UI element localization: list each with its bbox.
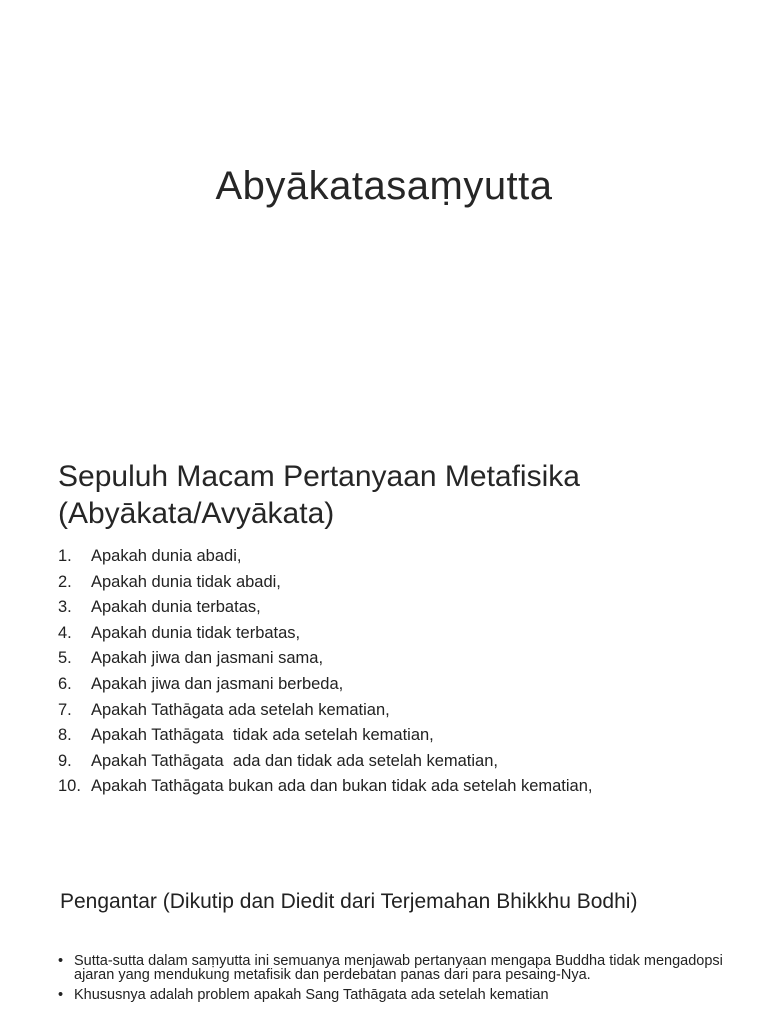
list-item-text: Apakah dunia terbatas,	[91, 598, 261, 617]
list-item-text: Apakah jiwa dan jasmani berbeda,	[91, 674, 344, 693]
list-item	[58, 988, 748, 1002]
list-item	[58, 544, 758, 570]
list-item	[58, 954, 748, 982]
slide-title: Abyākatasaṃyutta	[215, 164, 553, 208]
bullet-text: Sutta-sutta dalam saṃyutta ini semuanya menjawab pertanyaan mengapa Buddha tidak mengadopsi ajaran yang mendukung metafisik dan perdebatan panas dari para pesaing-Nya.	[74, 953, 723, 983]
list-item-number: 7.	[58, 700, 72, 719]
list-item-number: 5.	[58, 649, 72, 668]
list-item	[58, 570, 758, 596]
list-item	[58, 672, 758, 698]
list-item	[58, 595, 758, 621]
bullet-icon: •	[58, 953, 64, 969]
list-item-number: 2.	[58, 572, 72, 591]
list-item-number: 1.	[58, 547, 72, 565]
list-item	[58, 723, 758, 749]
list-item-number: 3.	[58, 598, 72, 617]
bullet-text: Khususnya adalah problem apakah Sang Tathāgata ada setelah kematian	[74, 987, 549, 1003]
list-item	[58, 646, 758, 672]
list-item-number: 6.	[58, 674, 72, 693]
list-item-text: Apakah Tathāgata ada dan tidak ada setelah kematian,	[91, 751, 498, 770]
list-item-number: 10.	[58, 777, 81, 796]
list-item	[58, 749, 758, 775]
list-item-text: Apakah Tathāgata ada setelah kematian,	[91, 700, 390, 719]
list-item-text: Apakah dunia tidak terbatas,	[91, 623, 301, 642]
list-item-text: Apakah dunia tidak abadi,	[91, 572, 281, 591]
list-item-number: 9.	[58, 751, 72, 770]
question-list	[58, 544, 758, 800]
section-heading	[58, 458, 718, 532]
bullet-icon: •	[58, 987, 64, 1003]
list-item-text: Apakah dunia abadi,	[91, 547, 242, 565]
intro-heading: Pengantar (Dikutip dan Diedit dari Terjemahan Bhikkhu Bodhi)	[60, 890, 638, 913]
list-item-text: Apakah Tathāgata bukan ada dan bukan tidak ada setelah kematian,	[91, 777, 593, 796]
list-item-text: Apakah Tathāgata tidak ada setelah kematian,	[91, 726, 434, 745]
list-item	[58, 698, 758, 724]
section-heading-line1: Sepuluh Macam Pertanyaan Metafisika	[58, 460, 580, 493]
list-item	[58, 774, 758, 800]
list-item-number: 4.	[58, 623, 72, 642]
section-heading-line2: (Abyākata/Avyākata)	[58, 497, 335, 530]
intro-bullet-list	[58, 954, 748, 1008]
list-item-text: Apakah jiwa dan jasmani sama,	[91, 649, 324, 668]
list-item	[58, 621, 758, 647]
list-item-number: 8.	[58, 726, 72, 745]
